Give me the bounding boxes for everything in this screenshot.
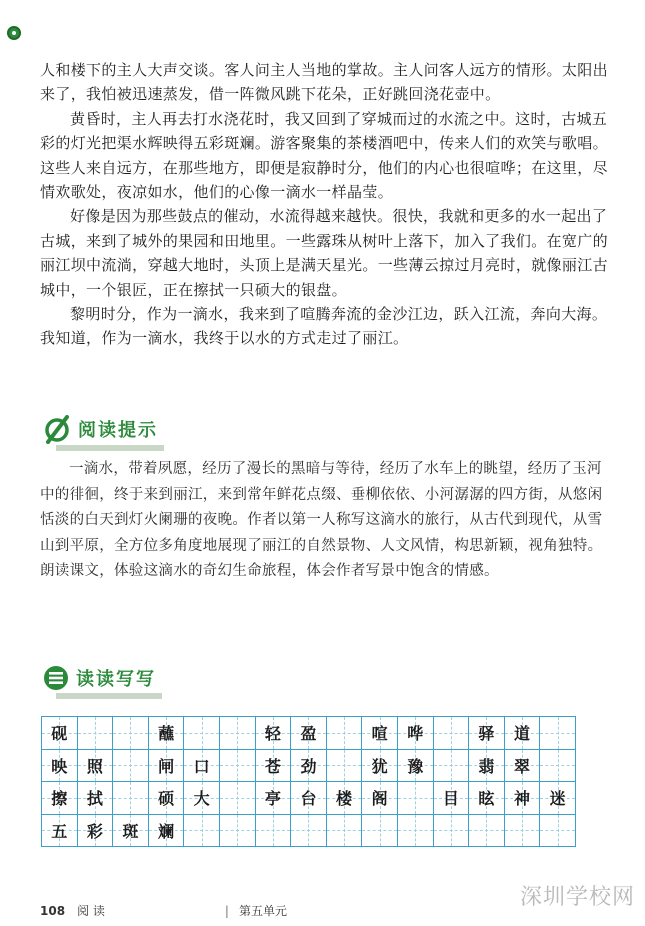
reading-tip-text: 一滴水，带着夙愿，经历了漫长的黑暗与等待，经历了水车上的眺望，经历了玉河中的徘徊，终于来到丽江，来到常年鲜花点缀、垂柳依依、小河潺潺的四方街，从悠闲恬淡的白天到灯火阑珊的夜晚。作者以第一人称写这滴水的旅行，从古代到现代，从雪山到平原，全方位多角度地展现了丽江的自然景物、人文风情，构思新颖，视角独特。朗读课文，体验这滴水的奇幻生命旅程，体会作者写景中饱含的情感。 bbox=[40, 461, 603, 579]
grid-cell bbox=[469, 717, 505, 750]
grid-character: 台 bbox=[300, 789, 317, 809]
grid-cell bbox=[220, 782, 256, 815]
grid-character: 斑 bbox=[122, 821, 139, 841]
grid-cell bbox=[398, 750, 434, 783]
grid-cell bbox=[291, 750, 327, 783]
watermark: 深圳学校网 bbox=[519, 885, 635, 910]
grid-cell bbox=[184, 815, 220, 848]
grid-cell bbox=[327, 717, 363, 750]
grid-cell bbox=[469, 815, 505, 848]
grid-cell bbox=[540, 750, 576, 783]
title-underline bbox=[56, 445, 164, 451]
grid-cell bbox=[540, 815, 576, 848]
footer-section: 阅 读 bbox=[77, 904, 105, 918]
read-write-header bbox=[42, 664, 156, 692]
grid-character: 彩 bbox=[86, 821, 103, 841]
grid-character: 砚 bbox=[51, 724, 68, 744]
grid-character: 硕 bbox=[158, 789, 175, 809]
grid-cell bbox=[469, 750, 505, 783]
grid-character: 阁 bbox=[371, 789, 388, 809]
grid-cell bbox=[362, 717, 398, 750]
grid-character: 迷 bbox=[549, 789, 566, 809]
grid-cell bbox=[540, 782, 576, 815]
grid-character: 道 bbox=[514, 724, 531, 744]
grid-cell bbox=[42, 717, 78, 750]
read-write-icon bbox=[42, 664, 70, 692]
grid-cell bbox=[220, 750, 256, 783]
grid-cell bbox=[362, 782, 398, 815]
grid-character: 蘸 bbox=[158, 724, 175, 744]
grid-cell bbox=[78, 815, 114, 848]
title-underline bbox=[56, 693, 162, 699]
grid-cell bbox=[327, 782, 363, 815]
grid-character: 拭 bbox=[86, 789, 103, 809]
grid-cell bbox=[113, 717, 149, 750]
grid-cell bbox=[184, 717, 220, 750]
grid-cell bbox=[398, 815, 434, 848]
grid-cell bbox=[149, 717, 185, 750]
grid-character: 照 bbox=[86, 756, 103, 776]
grid-cell bbox=[505, 717, 541, 750]
grid-cell bbox=[256, 717, 292, 750]
grid-character: 目 bbox=[442, 789, 459, 809]
grid-cell bbox=[505, 782, 541, 815]
grid-cell bbox=[42, 750, 78, 783]
grid-character: 驿 bbox=[478, 724, 495, 744]
vocabulary-grid bbox=[41, 716, 576, 847]
grid-cell bbox=[327, 750, 363, 783]
grid-cell bbox=[505, 815, 541, 848]
paragraph: 黄昏时，主人再去打水浇花时，我又回到了穿城而过的水流之中。这时，古城五彩的灯光把渠水辉映得五彩斑斓。游客聚集的茶楼酒吧中，传来人们的欢笑与歌唱。这些人来自远方，在那些地方，即便是寂静时分，他们的内心也很喧哗；在这里，尽情欢歌处，夜凉如水，他们的心像一滴水一样晶莹。 bbox=[40, 109, 608, 202]
grid-cell bbox=[220, 815, 256, 848]
grid-character: 眩 bbox=[478, 789, 495, 809]
grid-character: 喧 bbox=[371, 724, 388, 744]
grid-cell bbox=[184, 750, 220, 783]
grid-character: 映 bbox=[51, 756, 68, 776]
grid-character: 口 bbox=[193, 756, 210, 776]
grid-character: 闸 bbox=[158, 756, 175, 776]
grid-cell bbox=[113, 815, 149, 848]
grid-character: 大 bbox=[193, 789, 210, 809]
page-number: 108 bbox=[40, 903, 66, 918]
grid-cell bbox=[434, 717, 470, 750]
grid-cell bbox=[434, 782, 470, 815]
grid-cell bbox=[362, 750, 398, 783]
grid-cell bbox=[469, 782, 505, 815]
grid-cell bbox=[42, 782, 78, 815]
grid-character: 楼 bbox=[336, 789, 353, 809]
grid-cell bbox=[149, 750, 185, 783]
grid-character: 劲 bbox=[300, 756, 317, 776]
paragraph: 好像是因为那些鼓点的催动，水流得越来越快。很快，我就和更多的水一起出了古城，来到了城外的果园和田地里。一些露珠从树叶上落下，加入了我们。在宽广的丽江坝中流淌，穿越大地时，头顶上是满天星光。一些薄云掠过月亮时，就像丽江古城中，一个银匠，正在擦拭一只硕大的银盘。 bbox=[40, 207, 608, 299]
grid-character: 五 bbox=[51, 821, 68, 841]
grid-cell bbox=[434, 815, 470, 848]
grid-cell bbox=[256, 750, 292, 783]
grid-cell bbox=[291, 717, 327, 750]
grid-cell bbox=[434, 750, 470, 783]
grid-character: 翡 bbox=[478, 756, 495, 776]
grid-cell bbox=[42, 815, 78, 848]
grid-character: 苍 bbox=[264, 756, 281, 776]
grid-cell bbox=[184, 782, 220, 815]
grid-cell bbox=[256, 815, 292, 848]
grid-cell bbox=[291, 782, 327, 815]
grid-character: 犹 bbox=[371, 756, 388, 776]
read-write-title: 读读写写 bbox=[76, 669, 156, 690]
article-body bbox=[40, 58, 610, 351]
grid-cell bbox=[149, 782, 185, 815]
grid-character: 神 bbox=[514, 789, 531, 809]
page-footer bbox=[40, 902, 287, 919]
grid-character: 擦 bbox=[51, 789, 68, 809]
grid-cell bbox=[113, 782, 149, 815]
grid-character: 斓 bbox=[158, 821, 175, 841]
grid-cell bbox=[327, 815, 363, 848]
grid-cell bbox=[113, 750, 149, 783]
grid-cell bbox=[540, 717, 576, 750]
grid-character: 轻 bbox=[264, 724, 281, 744]
footer-unit: 第五单元 bbox=[238, 904, 287, 918]
grid-cell bbox=[291, 815, 327, 848]
grid-cell bbox=[78, 782, 114, 815]
footer-separator: | bbox=[224, 903, 229, 918]
grid-character: 亭 bbox=[264, 789, 281, 809]
grid-cell bbox=[256, 782, 292, 815]
paragraph: 人和楼下的主人大声交谈。客人问主人当地的掌故。主人问客人远方的情形。太阳出来了，我怕被迅速蒸发，借一阵微风跳下花朵，正好跳回浇花壶中。 bbox=[40, 61, 608, 104]
grid-character: 哗 bbox=[407, 724, 424, 744]
grid-cell bbox=[362, 815, 398, 848]
grid-cell bbox=[149, 815, 185, 848]
grid-character: 翠 bbox=[514, 756, 531, 776]
grid-cell bbox=[220, 717, 256, 750]
reading-tip-title: 阅读提示 bbox=[78, 420, 158, 441]
grid-cell bbox=[505, 750, 541, 783]
corner-logo-icon bbox=[7, 26, 21, 40]
paragraph: 黎明时分，作为一滴水，我来到了喧腾奔流的金沙江边，跃入江流，奔向大海。我知道，作为一滴水，我终于以水的方式走过了丽江。 bbox=[40, 305, 608, 348]
grid-character: 盈 bbox=[300, 724, 317, 744]
reading-tip-icon bbox=[42, 414, 72, 444]
grid-cell bbox=[398, 782, 434, 815]
grid-character: 豫 bbox=[407, 756, 424, 776]
reading-tip-header bbox=[42, 414, 158, 444]
grid-cell bbox=[398, 717, 434, 750]
grid-cell bbox=[78, 717, 114, 750]
grid-cell bbox=[78, 750, 114, 783]
